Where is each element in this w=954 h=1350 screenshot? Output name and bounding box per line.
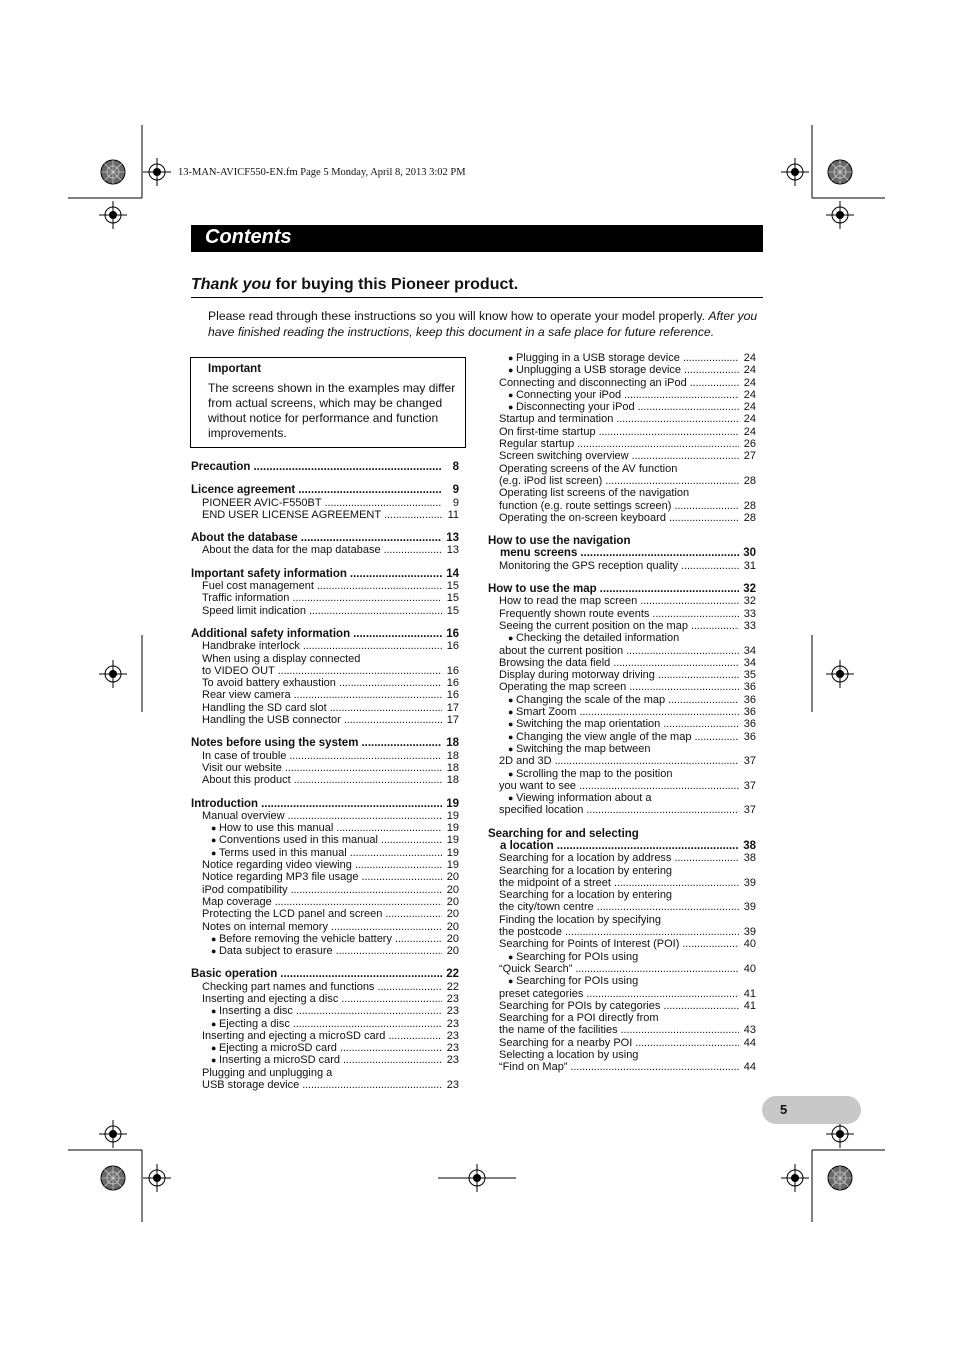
toc-entry[interactable]: Handling the SD card slot . . . 17 [191, 702, 459, 714]
toc-left-column [191, 461, 459, 1091]
top-right-marks [781, 125, 885, 229]
toc-heading[interactable]: Licence agreement . . . 9 [191, 484, 459, 496]
toc-entry[interactable]: Searching for Points of Interest (POI) . . . 40 [488, 938, 756, 950]
toc-heading-line[interactable]: How to use the navigation [488, 535, 631, 548]
toc-entry[interactable]: ● Switching the map orientation . . . 36 [488, 718, 756, 730]
toc-entry[interactable]: ● How to use this manual . . . 19 [191, 822, 459, 834]
toc-entry[interactable]: Operating the map screen . . . 36 [488, 681, 756, 693]
toc-entry[interactable]: Protecting the LCD panel and screen . . . 20 [191, 908, 459, 920]
toc-entry[interactable]: preset categories . . . 41 [488, 988, 756, 1000]
toc-heading[interactable]: Precaution . . . 8 [191, 461, 459, 473]
toc-entry[interactable]: ● Plugging in a USB storage device . . . 24 [488, 352, 756, 364]
toc-heading[interactable]: menu screens . . . 30 [488, 547, 756, 559]
toc-entry[interactable]: 2D and 3D . . . 37 [488, 755, 756, 767]
toc-entry[interactable]: Map coverage . . . 20 [191, 896, 459, 908]
toc-entry[interactable]: ● Smart Zoom . . . 36 [488, 706, 756, 718]
toc-entry[interactable]: Screen switching overview . . . 27 [488, 450, 756, 462]
toc-entry[interactable]: specified location . . . 37 [488, 804, 756, 816]
toc-entry-line[interactable]: ● Searching for POIs using [488, 951, 756, 963]
toc-entry[interactable]: ● Unplugging a USB storage device . . . 24 [488, 364, 756, 376]
toc-entry-line[interactable]: Operating screens of the AV function [499, 462, 678, 475]
page-number-badge [762, 1096, 861, 1124]
toc-entry[interactable]: Speed limit indication . . . 15 [191, 605, 459, 617]
heading-rule [191, 297, 763, 298]
toc-entry[interactable]: ● Changing the scale of the map . . . 36 [488, 694, 756, 706]
toc-entry-line[interactable]: ● Searching for POIs using [488, 975, 756, 987]
toc-entry-line[interactable]: ● Switching the map between [488, 743, 756, 755]
toc-entry[interactable]: ● Connecting your iPod . . . 24 [488, 389, 756, 401]
toc-entry[interactable]: Notice regarding video viewing . . . 19 [191, 859, 459, 871]
toc-entry-line[interactable]: Searching for a location by entering [499, 889, 673, 902]
toc-entry[interactable]: the name of the facilities . . . 43 [488, 1024, 756, 1036]
toc-entry[interactable]: the postcode . . . 39 [488, 926, 756, 938]
toc-entry[interactable]: Searching for POIs by categories . . . 41 [488, 1000, 756, 1012]
toc-entry[interactable]: Notice regarding MP3 file usage . . . 20 [191, 871, 459, 883]
toc-entry[interactable]: Handling the USB connector . . . 17 [191, 714, 459, 726]
toc-entry-line[interactable]: Searching for a POI directly from [499, 1012, 659, 1025]
toc-entry[interactable]: Searching for a nearby POI . . . 44 [488, 1037, 756, 1049]
intro-paragraph: Please read through these instructions so you will know how to operate your model properly. After you have finished reading the instructions, keep this document in a safe place for future reference. [208, 309, 758, 339]
toc-entry-line[interactable]: Finding the location by specifying [499, 913, 662, 926]
toc-entry[interactable]: Connecting and disconnecting an iPod . . . 24 [488, 377, 756, 389]
toc-heading[interactable]: Additional safety information . . . 16 [191, 628, 459, 640]
toc-entry-line[interactable]: Selecting a location by using [499, 1049, 639, 1062]
toc-heading[interactable]: How to use the map . . . 32 [488, 583, 756, 595]
toc-entry[interactable]: ● Terms used in this manual . . . 19 [191, 847, 459, 859]
toc-entry[interactable]: “Find on Map” . . . 44 [488, 1061, 756, 1073]
toc-entry[interactable]: function (e.g. route settings screen) . . . 28 [488, 500, 756, 512]
toc-entry[interactable]: Handbrake interlock . . . 16 [191, 640, 459, 652]
toc-entry[interactable]: ● Ejecting a microSD card . . . 23 [191, 1042, 459, 1054]
toc-entry-line[interactable]: ● Viewing information about a [488, 792, 756, 804]
toc-entry[interactable]: END USER LICENSE AGREEMENT . . . 11 [191, 509, 459, 521]
toc-entry[interactable]: USB storage device . . . 23 [191, 1079, 459, 1091]
toc-entry[interactable]: to VIDEO OUT . . . 16 [191, 665, 459, 677]
toc-heading[interactable]: Important safety information . . . 14 [191, 568, 459, 580]
toc-entry[interactable]: Browsing the data field . . . 34 [488, 657, 756, 669]
toc-entry[interactable]: ● Data subject to erasure . . . 20 [191, 945, 459, 957]
important-body: The screens shown in the examples may differ from actual screens, which may be changed without notice for performance and function improvements. [208, 381, 456, 440]
toc-entry[interactable]: ● Ejecting a disc . . . 23 [191, 1018, 459, 1030]
toc-entry[interactable]: Frequently shown route events . . . 33 [488, 608, 756, 620]
toc-heading-line[interactable]: Searching for and selecting [488, 827, 639, 840]
toc-entry[interactable]: iPod compatibility . . . 20 [191, 884, 459, 896]
toc-entry[interactable]: ● Changing the view angle of the map . . . 36 [488, 731, 756, 743]
toc-entry[interactable]: Seeing the current position on the map . . . 33 [488, 620, 756, 632]
toc-entry[interactable]: Visit our website . . . 18 [191, 762, 459, 774]
toc-entry[interactable]: ● Inserting a microSD card . . . 23 [191, 1054, 459, 1066]
toc-entry[interactable]: Inserting and ejecting a disc . . . 23 [191, 993, 459, 1005]
toc-entry[interactable]: “Quick Search” . . . 40 [488, 963, 756, 975]
toc-entry-line[interactable]: ● Scrolling the map to the position [488, 768, 756, 780]
toc-entry-line[interactable]: When using a display connected [202, 652, 361, 665]
toc-entry-line[interactable]: Plugging and unplugging a [202, 1066, 333, 1079]
bottom-right-marks [781, 1120, 885, 1222]
toc-entry[interactable]: Monitoring the GPS reception quality . . . 31 [488, 560, 756, 572]
toc-entry[interactable]: In case of trouble . . . 18 [191, 750, 459, 762]
contents-title-bar [191, 225, 763, 252]
toc-entry[interactable]: the midpoint of a street . . . 39 [488, 877, 756, 889]
toc-heading[interactable]: About the database . . . 13 [191, 532, 459, 544]
toc-entry[interactable]: ● Before removing the vehicle battery . . . 20 [191, 933, 459, 945]
mid-left-marks [99, 635, 142, 712]
bottom-left-marks [68, 1120, 171, 1222]
toc-entry[interactable]: Startup and termination . . . 24 [488, 413, 756, 425]
toc-entry-line[interactable]: Operating list screens of the navigation [499, 487, 690, 500]
toc-entry[interactable]: Traffic information . . . 15 [191, 592, 459, 604]
toc-entry[interactable]: you want to see . . . 37 [488, 780, 756, 792]
toc-entry[interactable]: About the data for the map database . . . 13 [191, 544, 459, 556]
bottom-center-marks [438, 1164, 516, 1192]
toc-entry[interactable]: To avoid battery exhaustion . . . 16 [191, 677, 459, 689]
thank-you-heading: Thank you for buying this Pioneer product. [191, 276, 519, 293]
toc-heading[interactable]: a location . . . 38 [488, 840, 756, 852]
toc-entry[interactable]: Searching for a location by address . . . 38 [488, 852, 756, 864]
toc-entry[interactable]: Checking part names and functions . . . 22 [191, 981, 459, 993]
toc-entry[interactable]: Inserting and ejecting a microSD card . . . 23 [191, 1030, 459, 1042]
toc-entry[interactable]: How to read the map screen . . . 32 [488, 595, 756, 607]
important-box [190, 357, 466, 448]
toc-entry[interactable]: Notes on internal memory . . . 20 [191, 921, 459, 933]
page-title: Contents [205, 226, 292, 248]
toc-entry[interactable]: Regular startup . . . 26 [488, 438, 756, 450]
toc-entry[interactable]: the city/town centre . . . 39 [488, 901, 756, 913]
toc-entry[interactable]: Rear view camera . . . 16 [191, 689, 459, 701]
toc-entry[interactable]: PIONEER AVIC-F550BT . . . 9 [191, 497, 459, 509]
toc-entry-line[interactable]: ● Checking the detailed information [488, 632, 756, 644]
toc-heading[interactable]: Basic operation . . . 22 [191, 968, 459, 980]
toc-entry[interactable]: On first-time startup . . . 24 [488, 426, 756, 438]
important-title: Important [208, 363, 262, 375]
top-left-marks [68, 125, 171, 229]
toc-entry[interactable]: ● Conventions used in this manual . . . 19 [191, 834, 459, 846]
toc-entry[interactable]: Fuel cost management . . . 15 [191, 580, 459, 592]
toc-entry[interactable]: ● Inserting a disc . . . 23 [191, 1005, 459, 1017]
toc-right-column [488, 352, 756, 1074]
page-number: 5 [780, 1102, 788, 1117]
toc-entry-line[interactable]: Searching for a location by entering [499, 864, 673, 877]
toc-entry[interactable]: (e.g. iPod list screen) . . . 28 [488, 475, 756, 487]
mid-right-marks [812, 635, 854, 712]
toc-entry[interactable]: about the current position . . . 34 [488, 645, 756, 657]
toc-heading[interactable]: Introduction . . . 19 [191, 798, 459, 810]
toc-entry[interactable]: About this product . . . 18 [191, 774, 459, 786]
toc-heading[interactable]: Notes before using the system . . . 18 [191, 737, 459, 749]
toc-entry[interactable]: Display during motorway driving . . . 35 [488, 669, 756, 681]
toc-entry[interactable]: ● Disconnecting your iPod . . . 24 [488, 401, 756, 413]
file-info: 13-MAN-AVICF550-EN.fm Page 5 Monday, April 8, 2013 3:02 PM [178, 167, 466, 178]
toc-entry[interactable]: Manual overview . . . 19 [191, 810, 459, 822]
toc-entry[interactable]: Operating the on-screen keyboard . . . 28 [488, 512, 756, 524]
